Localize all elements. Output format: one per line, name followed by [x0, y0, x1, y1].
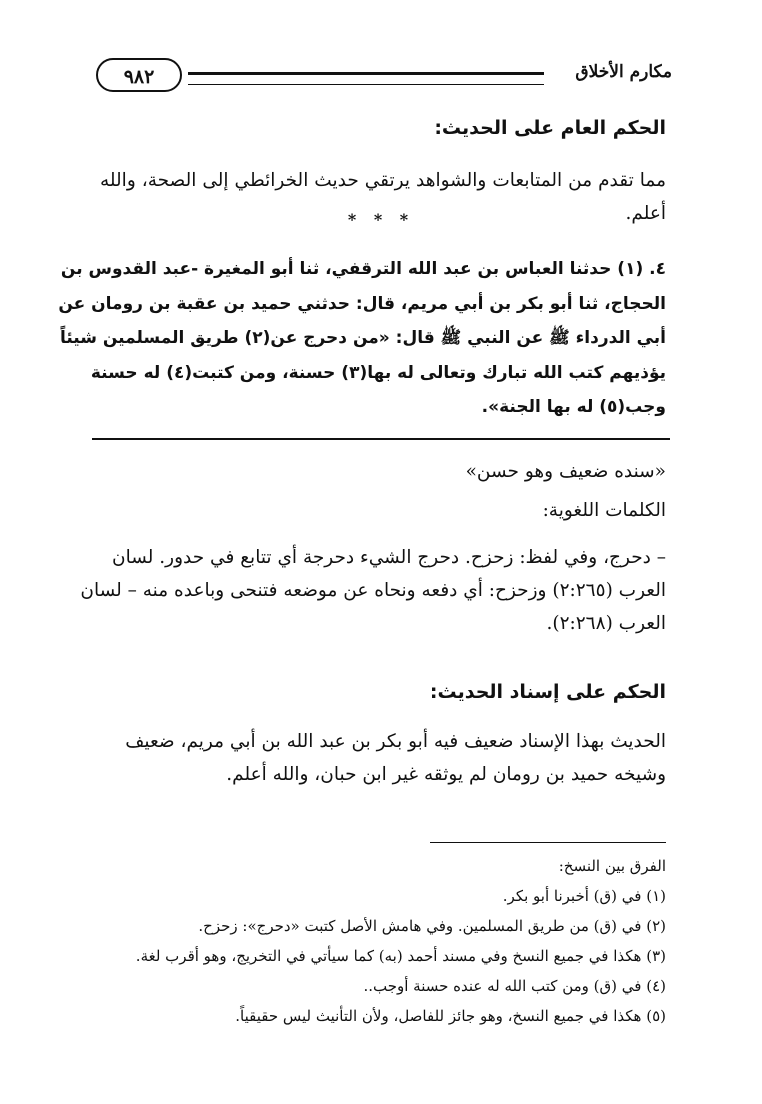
page-header [96, 58, 672, 98]
footnote-item: (٥) هكذا في جميع النسخ، وهو جائز للفاصل، ولأن التأنيث ليس حقيقياً. [235, 1007, 666, 1025]
hadith-line: ٤. (١) حدثنا العباس بن عبد الله الترقفي، ثنا أبو المغيرة -عبد القدوس بن [60, 259, 666, 279]
page-number-badge: ٩٨٢ [96, 58, 182, 92]
hadith-line: وجب(٥) له بها الجنة». [481, 397, 666, 417]
isnad-ruling-line: الحديث بهذا الإسناد ضعيف فيه أبو بكر بن عبد الله بن أبي مريم، ضعيف [125, 731, 666, 752]
hadith-line: أبي الدرداء ﷺ عن النبي ﷺ قال: «من دحرج عن(٢) طريق المسلمين شيئاً [59, 328, 666, 348]
footnote-item: (٣) هكذا في جميع النسخ وفي مسند أحمد (به) كما سيأتي في التخريج، وهو أقرب لغة. [135, 947, 666, 965]
hadith-line: الحجاج، ثنا أبو بكر بن أبي مريم، قال: حدثني حميد بن عقبة بن رومان عن [58, 293, 666, 314]
footnotes [100, 851, 666, 1031]
hadith-text [58, 252, 666, 425]
vocab-heading: الكلمات اللغوية: [542, 500, 666, 521]
footnote-item: (١) في (ق) أخبرنا أبو بكر. [502, 887, 666, 905]
hadith-divider [92, 438, 670, 440]
vocab-line: – دحرج، وفي لفظ: زحزح. دحرج الشيء دحرجة أي تتابع في حدور. لسان [112, 547, 666, 568]
vocab-line: العرب (٢:٢٦٨). [546, 613, 666, 634]
header-double-rule [188, 72, 544, 85]
book-title: مكارم الأخلاق [575, 62, 672, 82]
general-ruling-text: مما تقدم من المتابعات والشواهد يرتقي حديث الخرائطي إلى الصحة، والله أعلم. [100, 170, 666, 224]
footnote-item: (٢) في (ق) من طريق المسلمين. وفي هامش الأصل كتبت «دحرج»: زحزح. [198, 917, 666, 935]
vocab-line: العرب (٢:٢٦٥) وزحزح: أي دفعه ونحاه عن موضعه فتنحى وباعده منه – لسان [80, 580, 666, 601]
isnad-ruling-text [100, 725, 666, 791]
general-ruling-heading: الحكم العام على الحديث: [434, 117, 666, 139]
footnotes-heading: الفرق بين النسخ: [558, 857, 666, 875]
hadith-line: يؤذيهم كتب الله تبارك وتعالى له بها(٣) حسنة، ومن كتبت(٤) له حسنة [90, 362, 666, 383]
isnad-grade: «سنده ضعيف وهو حسن» [465, 461, 666, 482]
isnad-ruling-heading: الحكم على إسناد الحديث: [429, 681, 666, 703]
footnote-divider [430, 842, 666, 843]
vocab-text [80, 541, 666, 640]
section-separator: * * * [347, 210, 415, 229]
footnote-item: (٤) في (ق) ومن كتب الله له عنده حسنة أوجب.. [363, 977, 666, 995]
isnad-ruling-line: وشيخه حميد بن رومان لم يوثقه غير ابن حبان، والله أعلم. [226, 764, 666, 785]
